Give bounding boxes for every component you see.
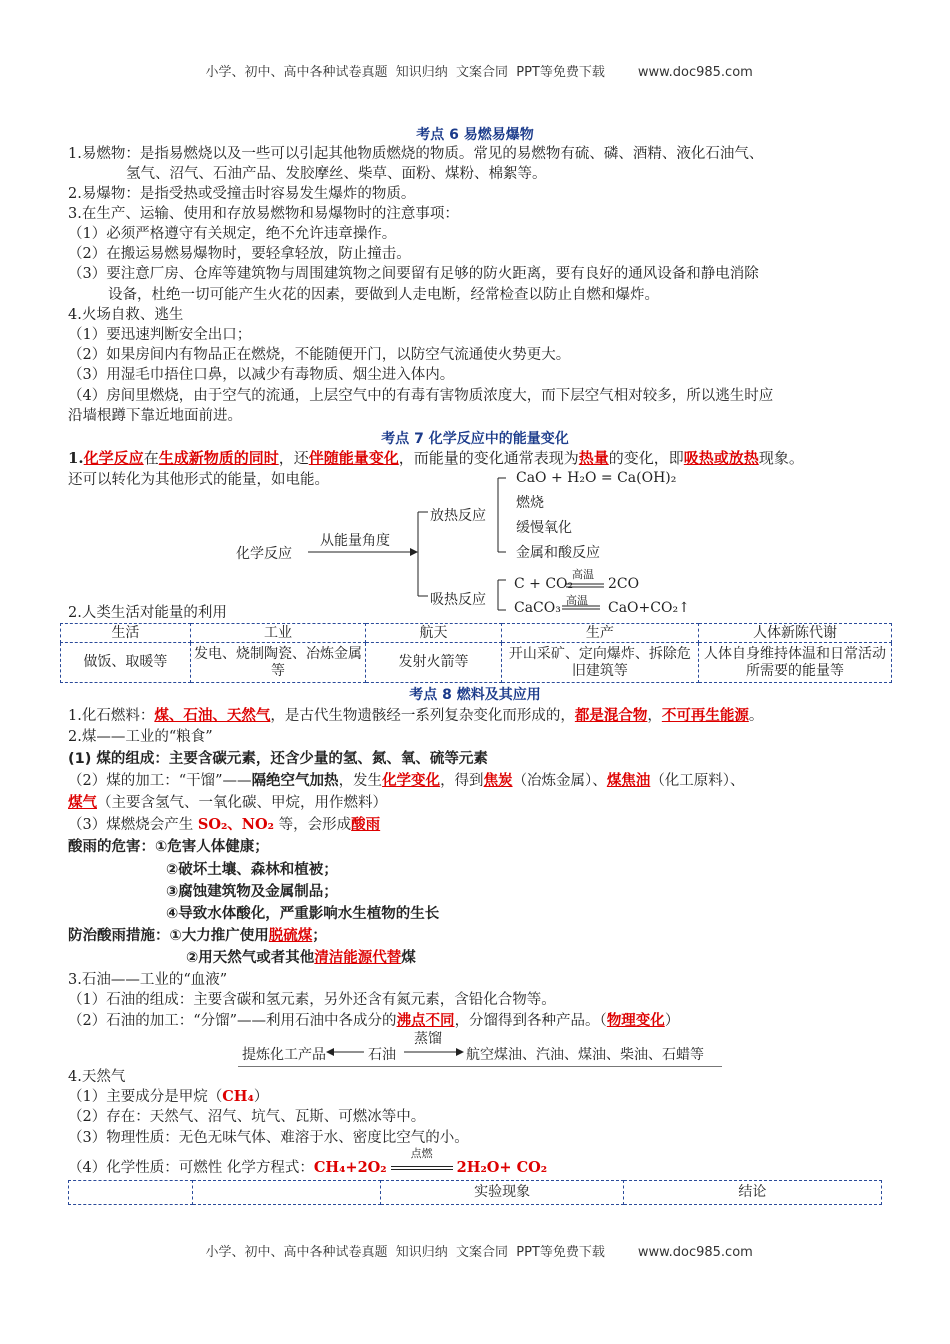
s7-p1-4: ，还 [278,449,309,467]
s8-l4d-1: CH₄+2O₂ [313,1159,387,1176]
th-4: 人体新陈代谢 [698,624,891,643]
endo-2a: CaCO₃ [514,600,561,616]
flow-right: 航空煤油、汽油、煤油、柴油、石蜡等 [466,1047,704,1063]
flow-label: 蒸馏 [414,1031,442,1047]
s8-l2b-0: （2）煤的加工：“干馏”—— [68,773,252,789]
s8-l1-6: 。 [748,708,764,724]
t2-0 [69,1181,193,1205]
petroleum-flow [238,1031,722,1067]
s6-l3c: （3）要注意厂房、仓库等建筑物与周围建筑物之间要留有足够的防火距离，要有良好的通风设备和静电消除 [68,266,759,282]
s8-l3b-1: 沸点不同 [396,1012,455,1029]
s8-l4a [68,1087,268,1107]
s6-l3a: （1）必须严格遵守有关规定，绝不允许违章操作。 [68,226,397,242]
s8-l3b-3: 物理变化 [606,1012,665,1029]
s8-l2c-2: 等，会形成 [274,817,352,833]
td-1: 发电、烧制陶瓷、冶炼金属等 [190,643,365,683]
s8-l2b2-0: 煤气 [68,794,97,811]
diagram-exo: 放热反应 [430,508,486,524]
acid-0: 酸雨的危害：①危害人体健康； [68,839,269,855]
td-2: 发射火箭等 [366,643,502,683]
td-0: 做饭、取暖等 [61,643,191,683]
s8-l4: 4.天然气 [68,1069,126,1085]
th-1: 工业 [190,624,365,643]
s8-title: 考点 8 燃料及其应用 [409,687,541,703]
s6-l4b: （2）如果房间内有物品正在燃烧，不能随便开门，以防空气流通使火势更大。 [68,347,571,363]
s8-l1-2: ，是古代生物遗骸经一系列复杂变化而形成的， [270,708,575,724]
s8-l4a-2: ） [253,1089,269,1105]
s8-l2b-3: 化学变化 [382,772,441,789]
s8-l3b-4: ） [664,1013,680,1029]
s7-p1-0: 1. [68,449,84,467]
s7-p1-9: 吸热或放热 [683,449,759,467]
endo-2b: CaO+CO₂↑ [608,600,690,616]
s8-l4a-1: CH₄ [222,1088,254,1105]
s6-l1b: 氢气、沼气、石油产品、发胶摩丝、柴草、面粉、煤粉、棉絮等。 [126,166,547,182]
prev1-2: ； [312,928,327,944]
td-3: 开山采矿、定向爆炸、拆除危旧建筑等 [501,643,698,683]
td-4: 人体自身维持体温和日常活动所需要的能量等 [698,643,891,683]
s8-l2b-4: ，得到 [440,773,484,789]
s8-l4d-3: 2H₂O+ CO₂ [456,1159,548,1176]
s8-l1-4: ， [647,708,662,724]
exo-item-2: 燃烧 [516,495,544,511]
th-3: 生产 [501,624,698,643]
s7-p1-6: ，而能量的变化通常表现为 [398,449,579,467]
s7-p1 [68,448,804,468]
s8-l3b-0: （2）石油的加工：“分馏”——利用石油中各成分的 [68,1013,397,1029]
diagram-root: 化学反应 [236,546,292,562]
s8-l1-5: 不可再生能源 [661,707,749,724]
s7-p1-10: 现象。 [758,449,804,467]
header-text: 小学、初中、高中各种试卷真题 知识归纳 文案合同 PPT等免费下载 [205,65,605,80]
s8-l3b [68,1011,679,1031]
t2-3: 结论 [623,1181,881,1205]
s7-l2: 2.人类生活对能量的利用 [68,605,227,621]
exo-item-1: CaO + H₂O = Ca(OH)₂ [516,470,677,486]
prev2-2: 煤 [401,950,416,966]
endo-2c: 高温 [566,594,588,607]
experiment-table [68,1180,882,1205]
s8-l3a: （1）石油的组成：主要含碳和氢元素，另外还含有氮元素，含铅化合物等。 [68,992,556,1008]
diagram-arrow-label: 从能量角度 [320,533,390,549]
prev1-0: 防治酸雨措施：①大力推广使用 [68,928,269,944]
s8-l2b [68,771,745,791]
th-2: 航天 [366,624,502,643]
s6-l3c2: 设备，杜绝一切可能产生火花的因素，要做到人走电断，经常检查以防止自燃和爆炸。 [108,287,659,303]
s6-l4d: （4）房间里燃烧，由于空气的流通，上层空气中的有毒有害物质浓度大，而下层空气相对较多，所以逃生时应 [68,388,774,404]
t2-2: 实验现象 [381,1181,623,1205]
s8-l4b: （2）存在：天然气、沼气、坑气、瓦斯、可燃冰等中。 [68,1109,426,1125]
footer-text: 小学、初中、高中各种试卷真题 知识归纳 文案合同 PPT等免费下载 [205,1245,605,1260]
s8-l4c: （3）物理性质：无色无味气体、难溶于水、密度比空气的小。 [68,1130,469,1146]
exo-item-4: 金属和酸反应 [516,545,600,561]
s8-l1-1: 煤、石油、天然气 [154,707,271,724]
s8-l2b-8: （化工原料）、 [650,773,745,789]
energy-use-table [60,623,892,683]
s6-l4a: （1）要迅速判断安全出口； [68,327,252,343]
s8-l1 [68,706,763,726]
s8-l2b2-1: （主要含氢气、一氧化碳、甲烷，用作燃料） [97,795,387,811]
s6-l4c: （3）用湿毛巾捂住口鼻，以减少有毒物质、烟尘进入体内。 [68,367,455,383]
s6-l3b: （2）在搬运易燃易爆物时，要轻拿轻放，防止撞击。 [68,246,411,262]
acid-2: ③腐蚀建筑物及金属制品； [166,884,338,900]
prev1 [68,926,327,946]
s8-l1-3: 都是混合物 [574,707,648,724]
s6-l4: 4.火场自救、逃生 [68,307,184,323]
page-header [0,46,950,80]
flow-left: 提炼化工产品 [242,1047,326,1063]
t2-1 [192,1181,381,1205]
s8-l2: 2.煤——工业的“粮食” [68,729,213,745]
diagram-endo: 吸热反应 [430,592,486,608]
s8-l2a: (1) 煤的组成：主要含碳元素，还含少量的氢、氮、氧、硫等元素 [68,751,488,767]
s7-p1-3: 生成新物质的同时 [158,449,279,467]
th-0: 生活 [61,624,191,643]
header-site: www.doc985.com [637,65,753,80]
acid-3: ④导致水体酸化，严重影响水生植物的生长 [166,906,440,922]
s8-l2b-5: 焦炭 [483,772,513,789]
s8-l4a-0: （1）主要成分是甲烷（ [68,1089,223,1105]
s7-title: 考点 7 化学反应中的能量变化 [381,431,569,447]
s8-l3: 3.石油——工业的“血液” [68,972,228,988]
s8-l2b-2: ，发生 [338,773,383,789]
s6-l2: 2.易爆物：是指受热或受撞击时容易发生爆炸的物质。 [68,186,416,202]
page-footer [0,1226,950,1260]
flow-mid: 石油 [368,1047,396,1063]
s7-p1-2: 在 [143,449,159,467]
exo-item-3: 缓慢氧化 [516,520,572,536]
s7-p1-5: 伴随能量变化 [308,449,399,467]
s8-l2b-7: 煤焦油 [606,772,651,789]
s8-l2c [68,815,380,835]
s8-l4d-2: 点燃 [410,1147,433,1160]
s7-p1-8: 的变化，即 [608,449,684,467]
s8-l4d [68,1147,548,1178]
s7-p1b: 还可以转化为其他形式的能量，如电能。 [68,472,329,488]
s8-l3b-2: ，分馏得到各种产品。（ [454,1013,607,1029]
s8-l2b2 [68,793,387,813]
endo-1a: C + CO₂ [514,576,574,592]
s8-l1-0: 1.化石燃料： [68,708,155,724]
s6-l3: 3.在生产、运输、使用和存放易燃物和易爆物时的注意事项： [68,206,459,222]
s8-l2c-1: SO₂、NO₂ [197,816,275,833]
endo-1b: 2CO [608,576,640,592]
s7-p1-1: 化学反应 [83,449,144,467]
s6-l1: 1.易燃物：是指易燃烧以及一些可以引起其他物质燃烧的物质。常见的易燃物有硫、磷、酒精、液化石油气、 [68,146,764,162]
prev1-1: 脱硫煤 [268,928,313,944]
s8-l2b-6: （冶炼金属）、 [512,773,607,789]
prev2 [186,948,416,968]
endo-1c: 高温 [572,568,594,581]
s7-p1-7: 热量 [578,449,609,467]
flow-arrows [238,1034,722,1066]
s8-l4d-0: （4）化学性质：可燃性 化学方程式： [68,1160,314,1176]
footer-site: www.doc985.com [637,1245,753,1260]
s6-title: 考点 6 易燃易爆物 [416,127,534,143]
s8-l2c-3: 酸雨 [351,816,381,833]
prev2-1: 清洁能源代替 [314,950,402,966]
s6-l4d2: 沿墙根蹲下靠近地面前进。 [68,408,242,424]
s8-l2b-1: 隔绝空气加热 [251,772,339,789]
prev2-0: ②用天然气或者其他 [186,950,315,966]
acid-1: ②破坏土壤、森林和植被； [166,862,338,878]
s8-l2c-0: （3）煤燃烧会产生 [68,817,198,833]
